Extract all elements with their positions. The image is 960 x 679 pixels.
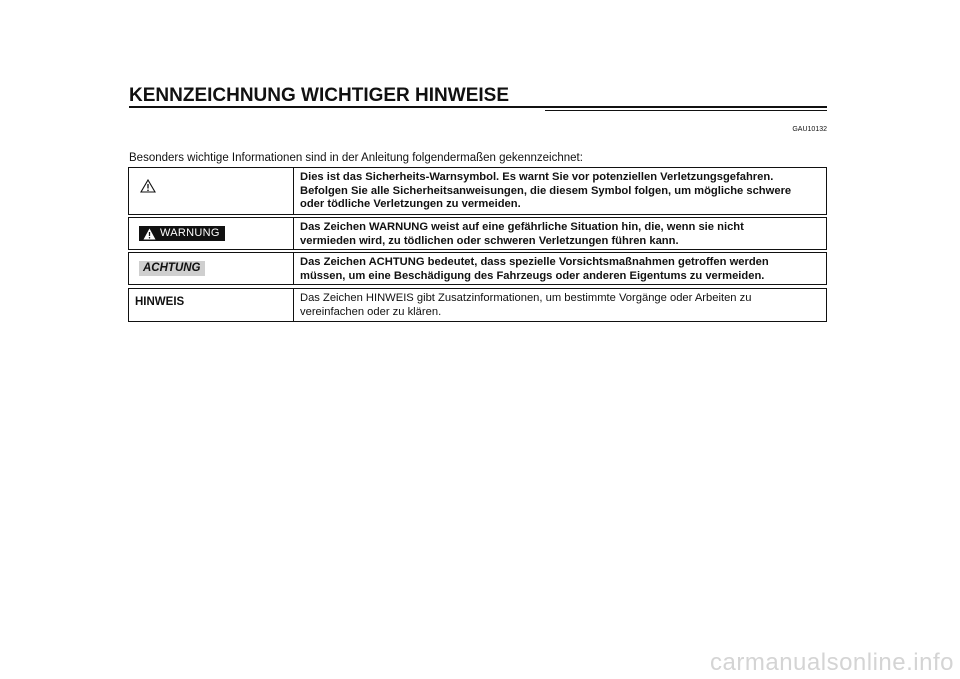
warning-triangle-icon [140, 179, 156, 193]
notice-row-achtung [128, 252, 827, 285]
warning-triangle-icon [143, 228, 156, 240]
notice-text-line: müssen, um eine Beschädigung des Fahrzeugs oder anderen Eigentums zu vermeiden. [300, 269, 765, 282]
notice-text-cell [294, 289, 826, 321]
notice-text-line: vereinfachen oder zu klären. [300, 305, 442, 318]
notice-label-cell [129, 253, 294, 284]
warnung-label: WARNUNG [160, 227, 220, 239]
notice-row-safety-symbol [128, 167, 827, 215]
notice-text-line: Dies ist das Sicherheits-Warnsymbol. Es warnt Sie vor potenziellen Verletzungsgefahren. [300, 171, 774, 183]
notice-row-hinweis [128, 288, 827, 322]
notice-text-line: Das Zeichen WARNUNG weist auf eine gefährliche Situation hin, die, wenn sie nicht [300, 221, 744, 233]
hinweis-label: HINWEIS [135, 296, 185, 308]
notice-text-line: vermieden wird, zu tödlichen oder schweren Verletzungen führen kann. [300, 234, 679, 247]
warnung-badge [139, 226, 225, 241]
notice-label-cell [129, 218, 294, 249]
page-title: KENNZEICHNUNG WICHTIGER HINWEISE [129, 85, 509, 106]
intro-text: Besonders wichtige Informationen sind in der Anleitung folgendermaßen gekennzeichnet: [129, 152, 583, 164]
notice-text-line: Das Zeichen HINWEIS gibt Zusatzinformationen, um bestimmte Vorgänge oder Arbeiten zu [300, 292, 752, 304]
notice-text-line: oder tödliche Verletzungen zu vermeiden. [300, 198, 521, 210]
achtung-badge: ACHTUNG [139, 261, 205, 276]
notice-label-cell [129, 168, 294, 214]
notice-text-cell [294, 253, 826, 284]
title-rule-thin [545, 110, 827, 111]
notice-text-line: Das Zeichen ACHTUNG bedeutet, dass spezielle Vorsichtsmaßnahmen getroffen werden [300, 256, 769, 268]
notice-text-cell [294, 168, 826, 214]
title-rule [129, 106, 827, 108]
document-code: GAU10132 [792, 126, 827, 133]
notice-text-cell [294, 218, 826, 249]
site-watermark: carmanualsonline.info [710, 649, 954, 676]
notice-label-cell [129, 289, 294, 321]
notice-row-warnung [128, 217, 827, 250]
notice-text-line: Befolgen Sie alle Sicherheitsanweisungen, die diesem Symbol folgen, um mögliche schwere [300, 184, 792, 197]
